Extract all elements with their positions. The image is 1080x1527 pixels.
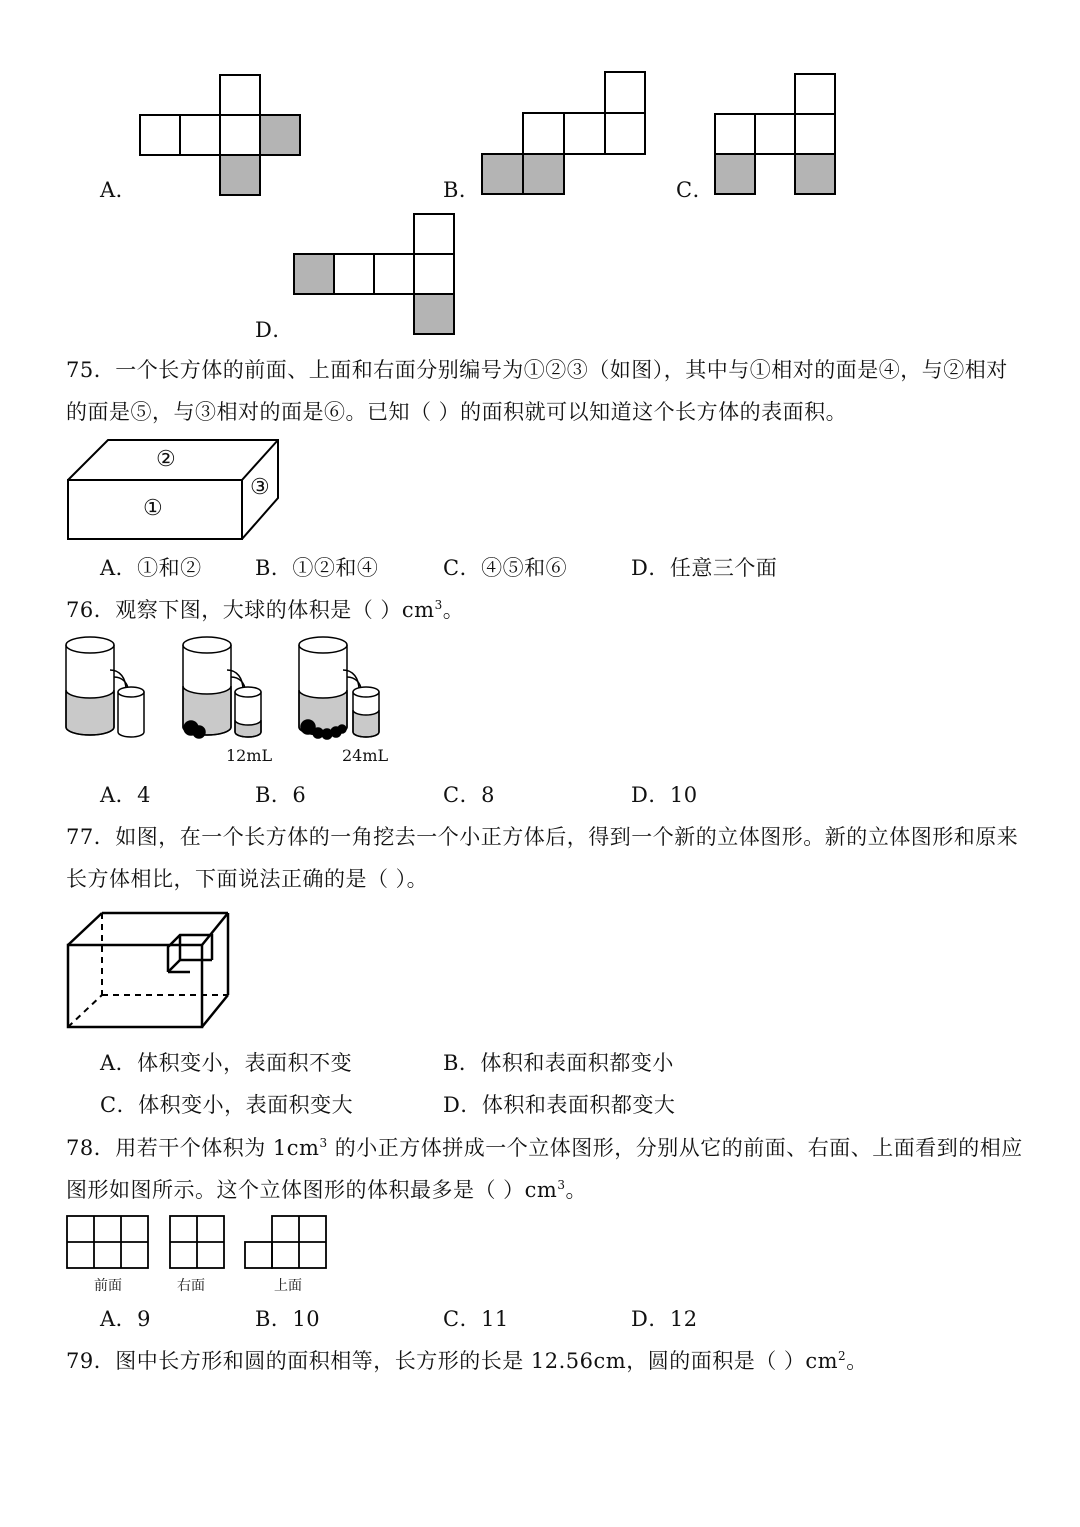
q79-text-main: 79．图中长方形和圆的面积相等，长方形的长是 12.56cm，圆的面积是（ ）cm: [66, 1349, 839, 1373]
q78-line2-exponent: 3: [557, 1178, 566, 1192]
option-c-label[interactable]: C．: [676, 178, 715, 202]
q75-option-c[interactable]: C．④⑤和⑥: [443, 556, 568, 580]
q77-text-line1: 77．如图，在一个长方体的一角挖去一个小正方体后，得到一个新的立体图形。新的立体图形和原来: [66, 825, 1019, 849]
q79-unit-exponent: 2: [838, 1349, 847, 1363]
q77-option-d[interactable]: D．体积和表面积都变大: [443, 1093, 676, 1117]
q78-line2-main: 图形如图所示。这个立体图形的体积最多是（ ）cm: [66, 1178, 558, 1202]
q75-option-a[interactable]: A．①和②: [100, 556, 202, 580]
q78-line1-exponent: 3: [319, 1136, 328, 1150]
face-label-right: ③: [250, 475, 270, 500]
volume-label-12: 12mL: [226, 746, 273, 765]
volume-label-24: 24mL: [342, 746, 389, 765]
q78-option-b[interactable]: B．10: [255, 1307, 321, 1331]
q78-line1-main: 78．用若干个体积为 1cm: [66, 1136, 320, 1160]
q75-option-d[interactable]: D．任意三个面: [631, 556, 778, 580]
q76-option-c[interactable]: C．8: [443, 783, 495, 807]
q78-line1-rest: 的小正方体拼成一个立体图形，分别从它的前面、右面、上面看到的相应: [327, 1136, 1023, 1160]
face-label-top: ②: [156, 447, 176, 472]
q78-option-a[interactable]: A．9: [100, 1307, 152, 1331]
option-b-label[interactable]: B．: [443, 178, 481, 202]
q76-unit-exponent: 3: [434, 598, 443, 612]
q75-text-line2: 的面是⑤，与③相对的面是⑥。已知（ ）的面积就可以知道这个长方体的表面积。: [66, 400, 848, 424]
q77-option-b[interactable]: B．体积和表面积都变小: [443, 1051, 674, 1075]
q76-text-end: 。: [442, 598, 465, 622]
q77-text-line2: 长方体相比，下面说法正确的是（ ）。: [66, 867, 429, 891]
q76-option-a[interactable]: A．4: [100, 783, 152, 807]
q75-option-b[interactable]: B．①②和④: [255, 556, 379, 580]
face-label-front: ①: [143, 496, 163, 521]
view-label-right: 右面: [177, 1278, 205, 1294]
q76-option-d[interactable]: D．10: [631, 783, 698, 807]
q76-option-b[interactable]: B．6: [255, 783, 307, 807]
q77-option-a[interactable]: A．体积变小，表面积不变: [100, 1051, 353, 1075]
q75-text-line1: 75．一个长方体的前面、上面和右面分别编号为①②③（如图），其中与①相对的面是④，与②相对: [66, 358, 1008, 382]
view-label-top: 上面: [274, 1278, 302, 1294]
q78-option-d[interactable]: D．12: [631, 1307, 698, 1331]
q79-text: [66, 1351, 868, 1372]
q79-text-end: 。: [846, 1349, 868, 1373]
option-d-label[interactable]: D．: [255, 318, 294, 342]
q78-option-c[interactable]: C．11: [443, 1307, 509, 1331]
q78-line2-end: 。: [565, 1178, 587, 1202]
view-label-front: 前面: [94, 1278, 122, 1294]
q77-option-c[interactable]: C．体积变小，表面积变大: [100, 1093, 354, 1117]
q76-text-main: 76．观察下图，大球的体积是（ ）cm: [66, 598, 435, 622]
option-a-label[interactable]: A．: [100, 178, 138, 202]
